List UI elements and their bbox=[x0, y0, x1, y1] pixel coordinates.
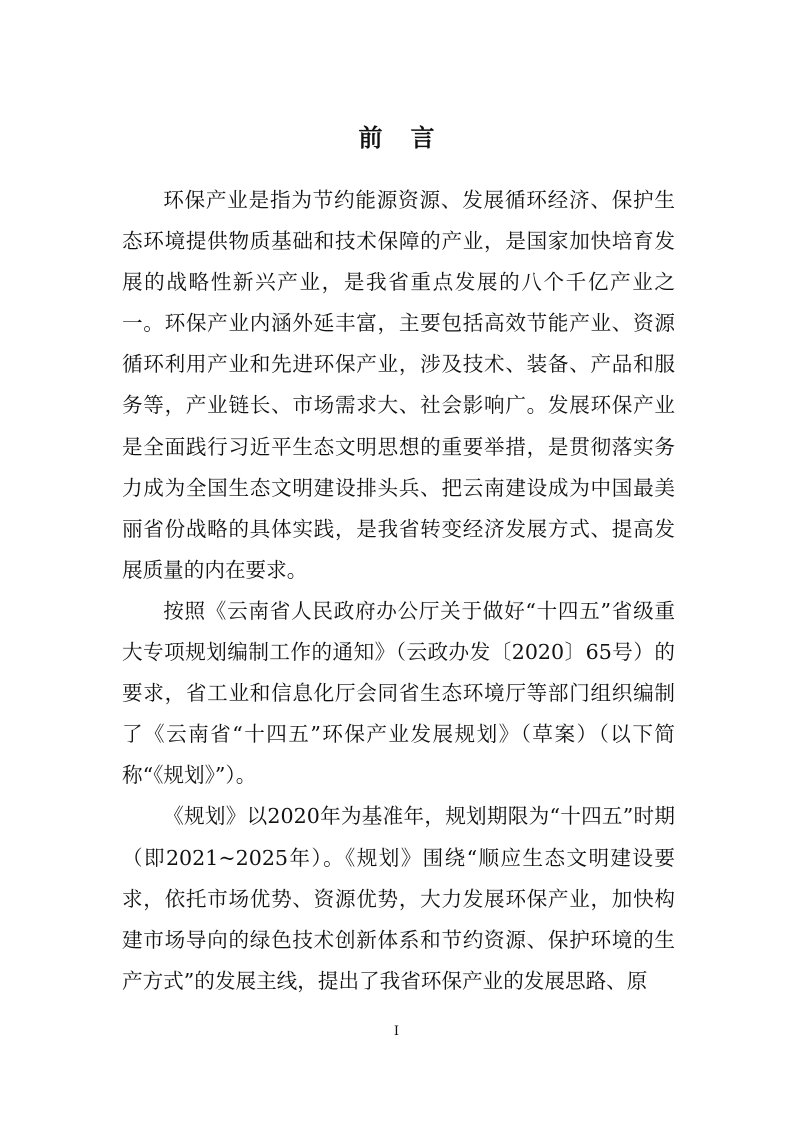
page-number: I bbox=[393, 1024, 400, 1039]
paragraph-basis: 按照《云南省人民政府办公厅关于做好“十四五”省级重大专项规划编制工作的通知》（云政办发〔2020〕65号）的要求，省工业和信息化厅会同省生态环境厅等部门组织编制了《云南省“十四五”环保产业发展规划》（草案）（以下简称“《规划》”）。 bbox=[122, 598, 675, 788]
paragraph-intro: 环保产业是指为节约能源资源、发展循环经济、保护生态环境提供物质基础和技术保障的产业，是国家加快培育发展的战略性新兴产业，是我省重点发展的八个千亿产业之一。环保产业内涵外延丰富，主要包括高效节能产业、资源循环利用产业和先进环保产业，涉及技术、装备、产品和服务等，产业链长、市场需求大、社会影响广。发展环保产业是全面践行习近平生态文明思想的重要举措，是贯彻落实务力成为全国生态文明建设排头兵、把云南建设成为中国最美丽省份战略的具体实践，是我省转变经济发展方式、提高发展质量的内在要求。 bbox=[122, 188, 675, 582]
paragraph-scope: 《规划》以2020年为基准年，规划期限为“十四五”时期（即2021~2025年）。《规划》围绕“顺应生态文明建设要求，依托市场优势、资源优势，大力发展环保产业，加快构建市场导向的绿色技术创新体系和节约资源、保护环境的生产方式”的发展主线，提出了我省环保产业的发展思路、原 bbox=[122, 804, 675, 993]
document-body bbox=[122, 180, 675, 1002]
page-title: 前言 bbox=[358, 123, 463, 152]
